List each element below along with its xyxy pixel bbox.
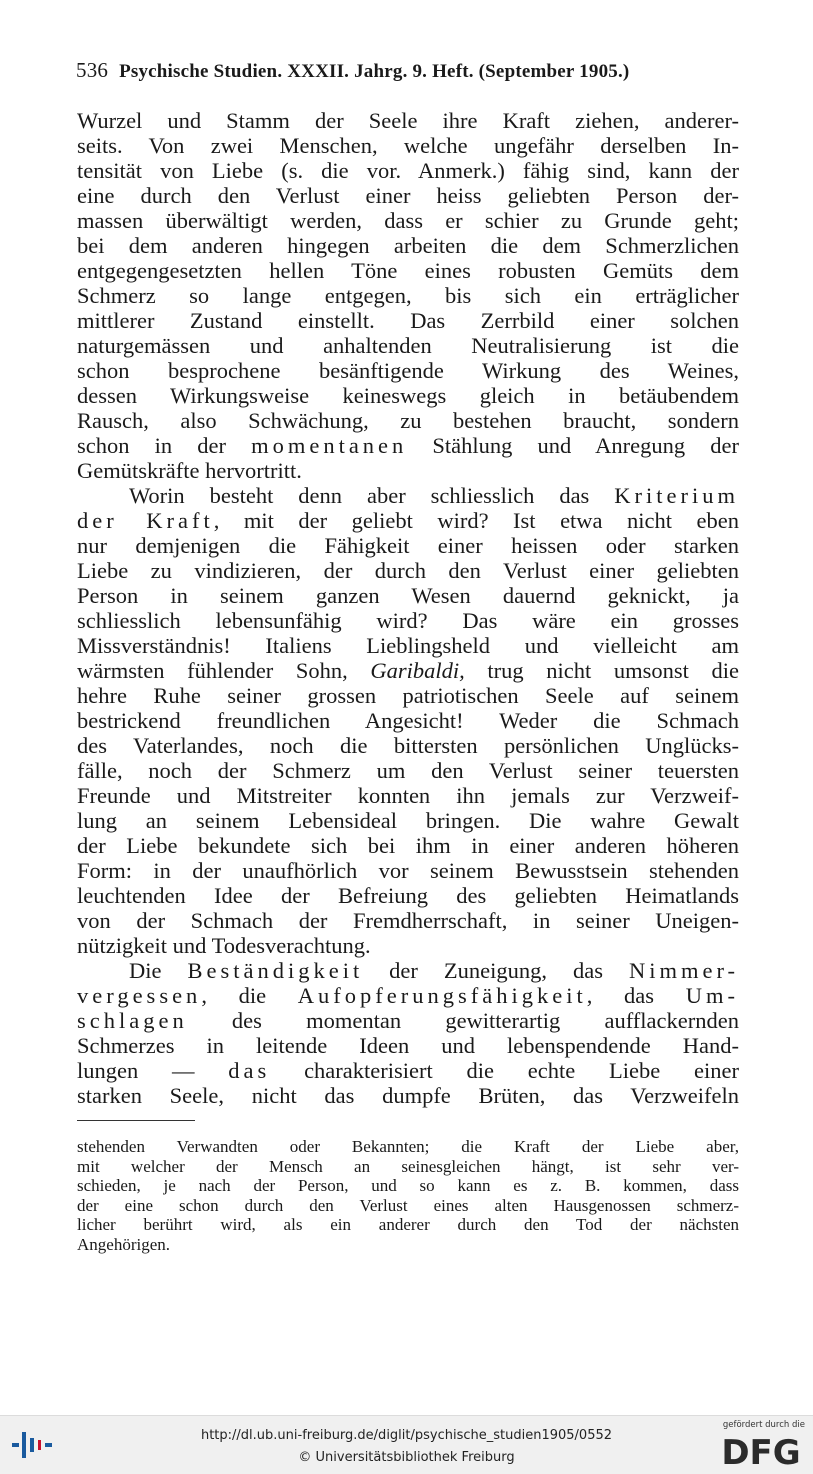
text-run: mittlerer Zustand einstellt. Das Zerrbild einer solchen xyxy=(77,308,739,333)
text-run: Wurzel und Stamm der Seele ihre Kraft ziehen, anderer- xyxy=(77,108,739,133)
text-line xyxy=(77,283,739,308)
text-line xyxy=(77,358,739,383)
footer-url-link[interactable]: http://dl.ub.uni-freiburg.de/diglit/psychische_studien1905/0552 xyxy=(200,1428,613,1443)
text-run: schon besprochene besänftigende Wirkung des Weines, xyxy=(77,358,739,383)
text-run: Die xyxy=(129,958,188,983)
text-run: der Liebe bekundete sich bei ihm in einer anderen höheren xyxy=(77,833,739,858)
text-run: Liebe zu vindizieren, der durch den Verlust einer geliebten xyxy=(77,558,739,583)
footnote-line: schieden, je nach der Person, und so kann es z. B. kommen, dass xyxy=(77,1176,739,1195)
text-line xyxy=(77,233,739,258)
text-line xyxy=(77,1033,739,1058)
text-run: Missverständnis! Italiens Lieblingsheld und vielleicht am xyxy=(77,633,739,658)
footnote-line: der eine schon durch den Verlust eines alten Hausgenossen schmerz- xyxy=(77,1195,739,1215)
running-head xyxy=(76,58,738,83)
footnote-rule xyxy=(77,1120,195,1121)
text-run: seits. Von zwei Menschen, welche ungefähr derselben In- xyxy=(77,133,739,158)
text-run: Schmerz so lange entgegen, bis sich ein erträglicher xyxy=(77,283,739,308)
footnote-line: stehenden Verwandten oder Bekannten; die Kraft der Liebe aber, xyxy=(77,1137,739,1156)
text-run: Person in seinem ganzen Wesen dauernd geknickt, ja xyxy=(77,583,739,608)
text-line xyxy=(77,883,739,908)
footnote-line: licher berührt wird, als ein anderer durch den Tod der nächsten xyxy=(77,1215,739,1234)
text-line xyxy=(77,383,739,408)
text-run: Stählung und Anregung der xyxy=(407,433,739,458)
footnote-line: mit welcher der Mensch an seinesgleichen hängt, ist sehr ver- xyxy=(77,1156,739,1176)
text-line xyxy=(77,333,739,358)
dfg-caption: gefördert durch die xyxy=(722,1420,805,1430)
dfg-funding-block xyxy=(715,1420,805,1472)
text-line xyxy=(77,508,739,533)
spaced-emphasis: der Kraft xyxy=(77,508,214,533)
page-number: 536 xyxy=(76,58,109,82)
text-line xyxy=(77,983,739,1008)
text-run: Rausch, also Schwächung, zu bestehen braucht, sondern xyxy=(77,408,739,433)
text-run: dessen Wirkungsweise keineswegs gleich in betäubendem xyxy=(77,383,739,408)
text-line xyxy=(77,183,739,208)
text-line xyxy=(77,533,739,558)
text-run: des momentan gewitterartig aufflackernden xyxy=(187,1008,739,1033)
italic-name: Garibaldi, xyxy=(370,658,465,683)
text-run: Gemütskräfte hervortritt. xyxy=(77,458,302,483)
text-run: fälle, noch der Schmerz um den Verlust seiner teuersten xyxy=(77,758,739,783)
footnote xyxy=(77,1137,739,1254)
text-run: massen überwältigt werden, dass er schier zu Grunde geht; xyxy=(77,208,739,233)
text-line xyxy=(77,858,739,883)
text-run: charakterisiert die echte Liebe einer xyxy=(270,1058,739,1083)
text-run: leuchtenden Idee der Befreiung des geliebten Heimatlands xyxy=(77,883,739,908)
running-title: Psychische Studien. XXXII. Jahrg. 9. Heft. (September 1905.) xyxy=(119,61,630,82)
text-run: lungen — xyxy=(77,1058,229,1083)
text-line xyxy=(77,408,739,433)
text-run: eine durch den Verlust einer heiss geliebten Person der- xyxy=(77,183,739,208)
viewer-footer xyxy=(0,1415,813,1474)
text-line xyxy=(77,108,739,133)
text-line xyxy=(77,733,739,758)
text-run: trug nicht umsonst die xyxy=(464,658,739,683)
text-line xyxy=(77,958,739,983)
spaced-emphasis: Aufopferungsfähigkeit xyxy=(297,983,587,1008)
footer-copyright: © Universitätsbibliothek Freiburg xyxy=(298,1450,515,1465)
spaced-emphasis: das xyxy=(228,1058,271,1083)
text-run: der Zuneigung, das xyxy=(363,958,629,983)
text-run: wärmsten fühlender Sohn, xyxy=(77,658,371,683)
text-line xyxy=(77,708,739,733)
text-line xyxy=(77,558,739,583)
text-run: schliesslich lebensunfähig wird? Das wäre ein grosses xyxy=(77,608,739,633)
spaced-emphasis: vergessen xyxy=(77,983,202,1008)
text-line xyxy=(77,258,739,283)
text-run: nur demjenigen die Fähigkeit einer heissen oder starken xyxy=(77,533,739,558)
text-run: lung an seinem Lebensideal bringen. Die wahre Gewalt xyxy=(77,808,739,833)
text-run: entgegengesetzten hellen Töne eines robusten Gemüts dem xyxy=(77,258,739,283)
text-run: Freunde und Mitstreiter konnten ihn jemals zur Verzweif- xyxy=(77,783,739,808)
text-line xyxy=(77,683,739,708)
text-run: des Vaterlandes, noch die bittersten persönlichen Unglücks- xyxy=(77,733,739,758)
text-run: Worin besteht denn aber schliesslich das xyxy=(129,483,615,508)
text-run: naturgemässen und anhaltenden Neutralisierung ist die xyxy=(77,333,739,358)
text-run: schon in der xyxy=(77,433,252,458)
text-line xyxy=(77,458,739,483)
text-line xyxy=(77,1083,739,1108)
text-line xyxy=(77,608,739,633)
body-text xyxy=(77,108,739,1108)
text-line xyxy=(77,908,739,933)
text-line xyxy=(77,658,739,683)
text-line xyxy=(77,633,739,658)
text-line xyxy=(77,133,739,158)
spaced-emphasis: Kriterium xyxy=(614,483,739,508)
text-line xyxy=(77,308,739,333)
text-run: von der Schmach der Fremdherrschaft, in seiner Uneigen- xyxy=(77,908,739,933)
text-line xyxy=(77,833,739,858)
spaced-emphasis: Beständigkeit xyxy=(187,958,364,983)
text-line xyxy=(77,783,739,808)
text-run: , die xyxy=(201,983,298,1008)
text-run: hehre Ruhe seiner grossen patriotischen Seele auf seinem xyxy=(77,683,739,708)
text-line xyxy=(77,483,739,508)
text-run: , das xyxy=(586,983,686,1008)
spaced-emphasis: momentanen xyxy=(251,433,408,458)
text-line xyxy=(77,158,739,183)
text-line xyxy=(77,758,739,783)
text-run: , mit der geliebt wird? Ist etwa nicht eben xyxy=(213,508,739,533)
text-run: Schmerzes in leitende Ideen und lebenspendende Hand- xyxy=(77,1033,739,1058)
text-line xyxy=(77,208,739,233)
dfg-logo-text: DFG xyxy=(721,1433,801,1470)
text-line xyxy=(77,1008,739,1033)
text-line xyxy=(77,433,739,458)
spaced-emphasis: Nimmer- xyxy=(628,958,739,983)
dfg-logo-icon[interactable] xyxy=(717,1432,805,1470)
text-run: starken Seele, nicht das dumpfe Brüten, das Verzweifeln xyxy=(77,1083,739,1108)
text-line xyxy=(77,933,739,958)
text-run: Form: in der unaufhörlich vor seinem Bewusstsein stehenden xyxy=(77,858,739,883)
spaced-emphasis: Um- xyxy=(685,983,739,1008)
footnote-line: Angehörigen. xyxy=(77,1234,171,1254)
text-run: nützigkeit und Todesverachtung. xyxy=(77,933,371,958)
text-run: bestrickend freundlichen Angesicht! Weder die Schmach xyxy=(77,708,739,733)
text-line xyxy=(77,808,739,833)
text-line xyxy=(77,1058,739,1083)
spaced-emphasis: schlagen xyxy=(77,1008,188,1033)
text-run: bei dem anderen hingegen arbeiten die dem Schmerzlichen xyxy=(77,233,739,258)
text-line xyxy=(77,583,739,608)
text-run: tensität von Liebe (s. die vor. Anmerk.) fähig sind, kann der xyxy=(77,158,739,183)
